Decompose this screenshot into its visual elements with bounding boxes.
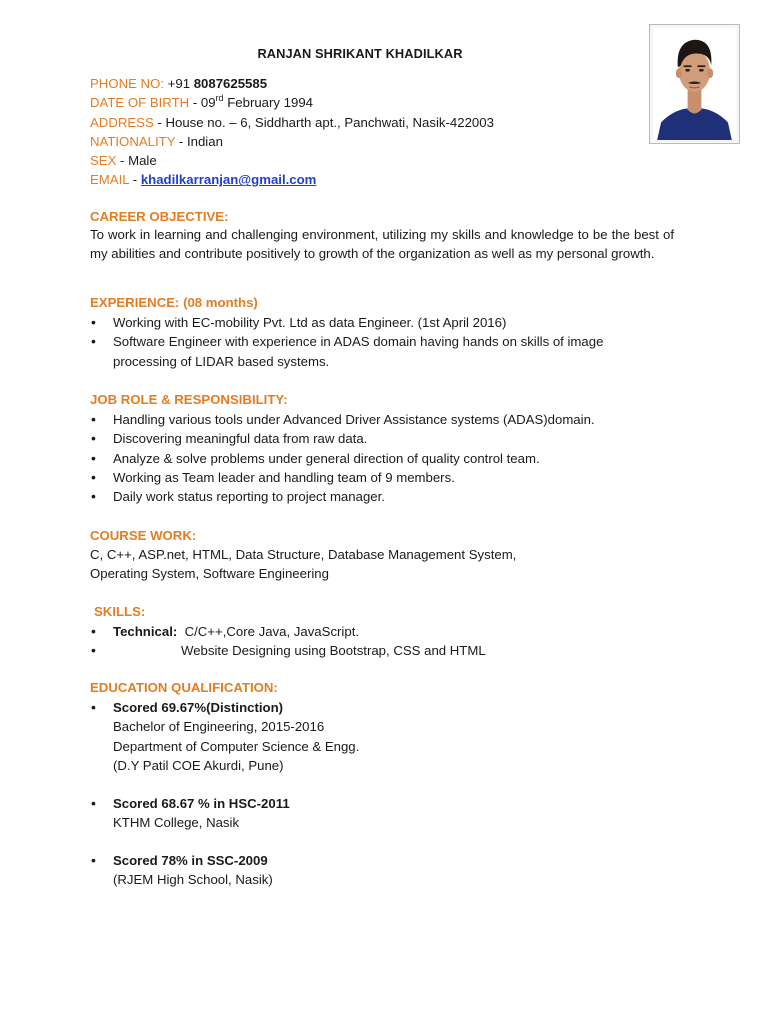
education-title: • Scored 68.67 % in HSC-2011 [113,796,290,812]
dob-label: DATE OF BIRTH [90,95,190,111]
list-item: • Software Engineer with experience in ADAS domain having hands on skills of image processing of LIDAR based systems. [90,332,674,371]
list-item [90,622,674,641]
candidate-name: RANJAN SHRIKANT KHADILKAR [257,46,463,61]
phone-number: 8087625585 [193,76,268,91]
dob-row [90,93,674,112]
list-item: • Discovering meaningful data from raw data. [90,429,674,448]
course-work-section [90,526,674,584]
education-title: • Scored 78% in SSC-2009 [113,852,268,868]
job-role-list [90,410,674,506]
phone-label: PHONE NO: [90,76,165,91]
sex-label: SEX [90,153,117,169]
job-role-section [90,390,674,506]
career-objective-section [90,207,674,263]
contact-section [90,74,674,190]
sex-value: - Male [116,153,157,169]
list-item: • Analyze & solve problems under general direction of quality control team. [90,449,674,468]
technical-line-2-row [90,641,674,660]
nationality-row [90,132,674,151]
education-title: • Scored 69.67%(Distinction) [113,700,284,715]
course-work-line-2: Operating System, Software Engineering [90,566,329,582]
career-objective-text: To work in learning and challenging environment, utilizing my skills and knowledge to be the best of my abilities and contribute positively to growth of the organization as well as my personal growth. [90,227,674,261]
list-item: • Daily work status reporting to project manager. [90,487,674,506]
education-detail: (D.Y Patil COE Akurdi, Pune) [113,757,284,773]
skills-list [90,622,674,661]
phone-prefix: +91 [164,76,194,91]
education-heading: EDUCATION QUALIFICATION: [90,680,278,695]
address-row [90,113,674,132]
technical-line-2: Website Designing using Bootstrap, CSS and HTML [181,643,486,659]
phone-row [90,74,674,93]
address-label: ADDRESS [90,114,154,130]
nationality-label: NATIONALITY [90,133,176,149]
dob-day: - 09 [189,95,216,111]
job-role-heading: JOB ROLE & RESPONSIBILITY: [90,392,288,407]
technical-line-1: C/C++,Core Java, JavaScript. [184,624,360,639]
experience-section [90,293,674,371]
skills-heading: SKILLS: [94,604,146,619]
email-row [90,170,674,189]
address-value: - House no. – 6, Siddharth apt., Panchwati, Nasik-422003 [153,114,494,130]
list-item: • Handling various tools under Advanced Driver Assistance systems (ADAS)domain. [90,410,674,429]
course-work-line-1: C, C++, ASP.net, HTML, Data Structure, Database Management System, [90,547,517,562]
education-item [90,794,674,833]
list-item: • Working with EC-mobility Pvt. Ltd as data Engineer. (1st April 2016) [90,313,674,332]
course-work-heading: COURSE WORK: [90,528,197,543]
education-detail: Bachelor of Engineering, 2015-2016 [113,719,325,735]
education-detail: Department of Computer Science & Engg. [113,738,360,754]
dob-rest: February 1994 [223,95,313,111]
experience-list [90,313,674,371]
education-detail: KTHM College, Nasik [113,815,240,831]
education-item [90,698,674,775]
sex-row [90,151,674,170]
list-item: • Working as Team leader and handling team of 9 members. [90,468,674,487]
technical-label: Technical: [113,624,178,639]
email-separator: - [129,172,141,188]
nationality-value: - Indian [175,133,223,149]
education-item [90,851,674,890]
email-label: EMAIL [90,172,130,188]
career-objective-heading: CAREER OBJECTIVE: [90,209,229,224]
education-section [90,678,674,889]
skills-section [90,602,674,661]
email-link[interactable]: khadilkarranjan@gmail.com [140,172,317,188]
dob-superscript: rd [215,92,224,103]
education-detail: (RJEM High School, Nasik) [113,872,273,888]
experience-heading: EXPERIENCE: (08 months) [90,295,258,310]
education-list [90,698,674,889]
